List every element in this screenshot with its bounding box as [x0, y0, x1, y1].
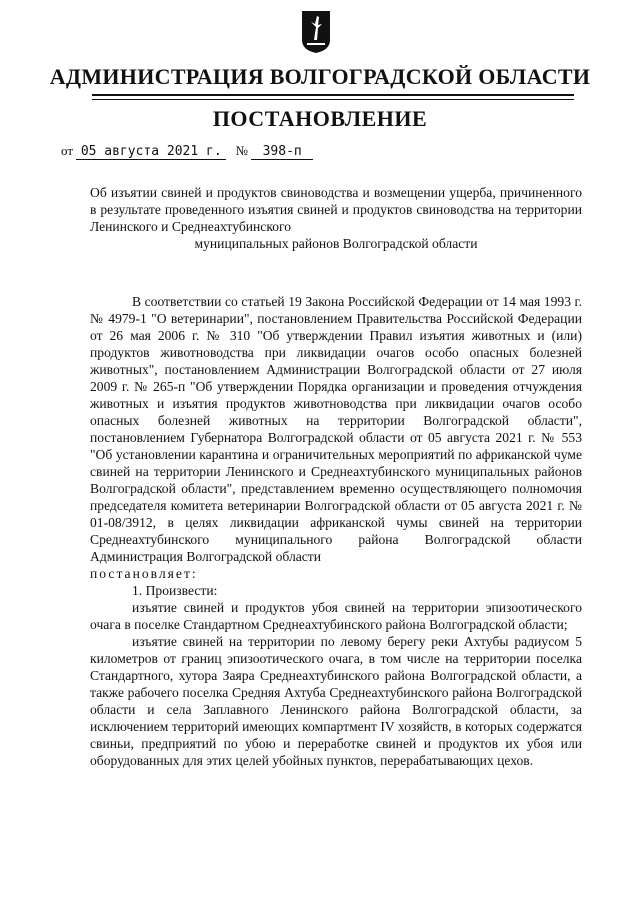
document-type-title: ПОСТАНОВЛЕНИЕ — [212, 106, 428, 131]
subject-text: Об изъятии свиней и продуктов свиноводства и возмещении ущерба, причиненного в результате проведенного изъятия свиней и продуктов свиноводства на территории Ленинского и Среднеахтубинского — [90, 185, 582, 234]
item-1b-paragraph: изъятие свиней на территории по левому берегу реки Ахтубы радиусом 5 километров от границ эпизоотического очага, в том числе на территории поселка Стандартного, хутора Заяра Среднеахтубинского района Волгоградской области, а также рабочего поселка Средняя Ахтуба Среднеахтубинского района Волгоградской области и села Заплавного Ленинского района Волгоградской области, за исключением территорий имеющих компартмент IV хозяйств, в которых содержатся свиньи, предприятий по убою и переработке свиней и продуктов их убоя или оборудованных для этих целей убойных пунктов, перерабатывающих цехов. — [90, 634, 582, 768]
coat-of-arms-icon-graphic — [301, 10, 331, 54]
date-number-line — [61, 143, 313, 160]
preamble-paragraph: В соответствии со статьей 19 Закона Российской Федерации от 14 мая 1993 г. № 4979-1 "О ветеринарии", постановлением Правительства Российской Федерации от 26 мая 2006 г. № 310 "Об утверждении Правил изъятия животных и (или) продуктов животноводства при ликвидации очагов особо опасных болезней животных", постановлением Администрации Волгоградской области от 27 июля 2009 г. № 265-п "Об утверждении Порядка организации и проведения отчуждения животных и изъятия продуктов животноводства при ликвидации очагов особо опасных болезней животных на территории Волгоградской области", постановлением Губернатора Волгоградской области от 05 августа 2021 г. № 553 "Об установлении карантина и ограничительных мероприятий по африканской чуме свиней на территории Ленинского и Среднеахтубинского муниципальных районов Волгоградской области", представлением временно осуществляющего полномочия председателя комитета ветеринарии Волгоградской области от 05 августа 2021 г. № 01-08/3912, в целях ликвидации африканской чумы свиней на территории Среднеахтубинского муниципального района Волгоградской области Администрация Волгоградской области — [90, 294, 582, 564]
document-subject — [90, 184, 582, 252]
organization-title: АДМИНИСТРАЦИЯ ВОЛГОГРАДСКОЙ ОБЛАСТИ — [49, 64, 591, 89]
decree-word: постановляет: — [90, 566, 198, 581]
number-prefix: № — [235, 143, 248, 158]
document-body — [90, 293, 582, 769]
coat-of-arms-icon — [301, 10, 331, 54]
number-field: 398-п — [251, 144, 313, 160]
header-rule-thick — [92, 94, 574, 96]
item-1-heading: 1. Произвести: — [132, 583, 218, 598]
header-rule-thin — [92, 99, 574, 100]
subject-text-last-line: муниципальных районов Волгоградской области — [194, 236, 478, 251]
date-field: 05 августа 2021 г. — [76, 144, 226, 160]
date-prefix: от — [61, 143, 74, 158]
item-1a-paragraph: изъятие свиней и продуктов убоя свиней на территории эпизоотического очага в поселке Стандартном Среднеахтубинского района Волгоградской области; — [90, 600, 582, 632]
